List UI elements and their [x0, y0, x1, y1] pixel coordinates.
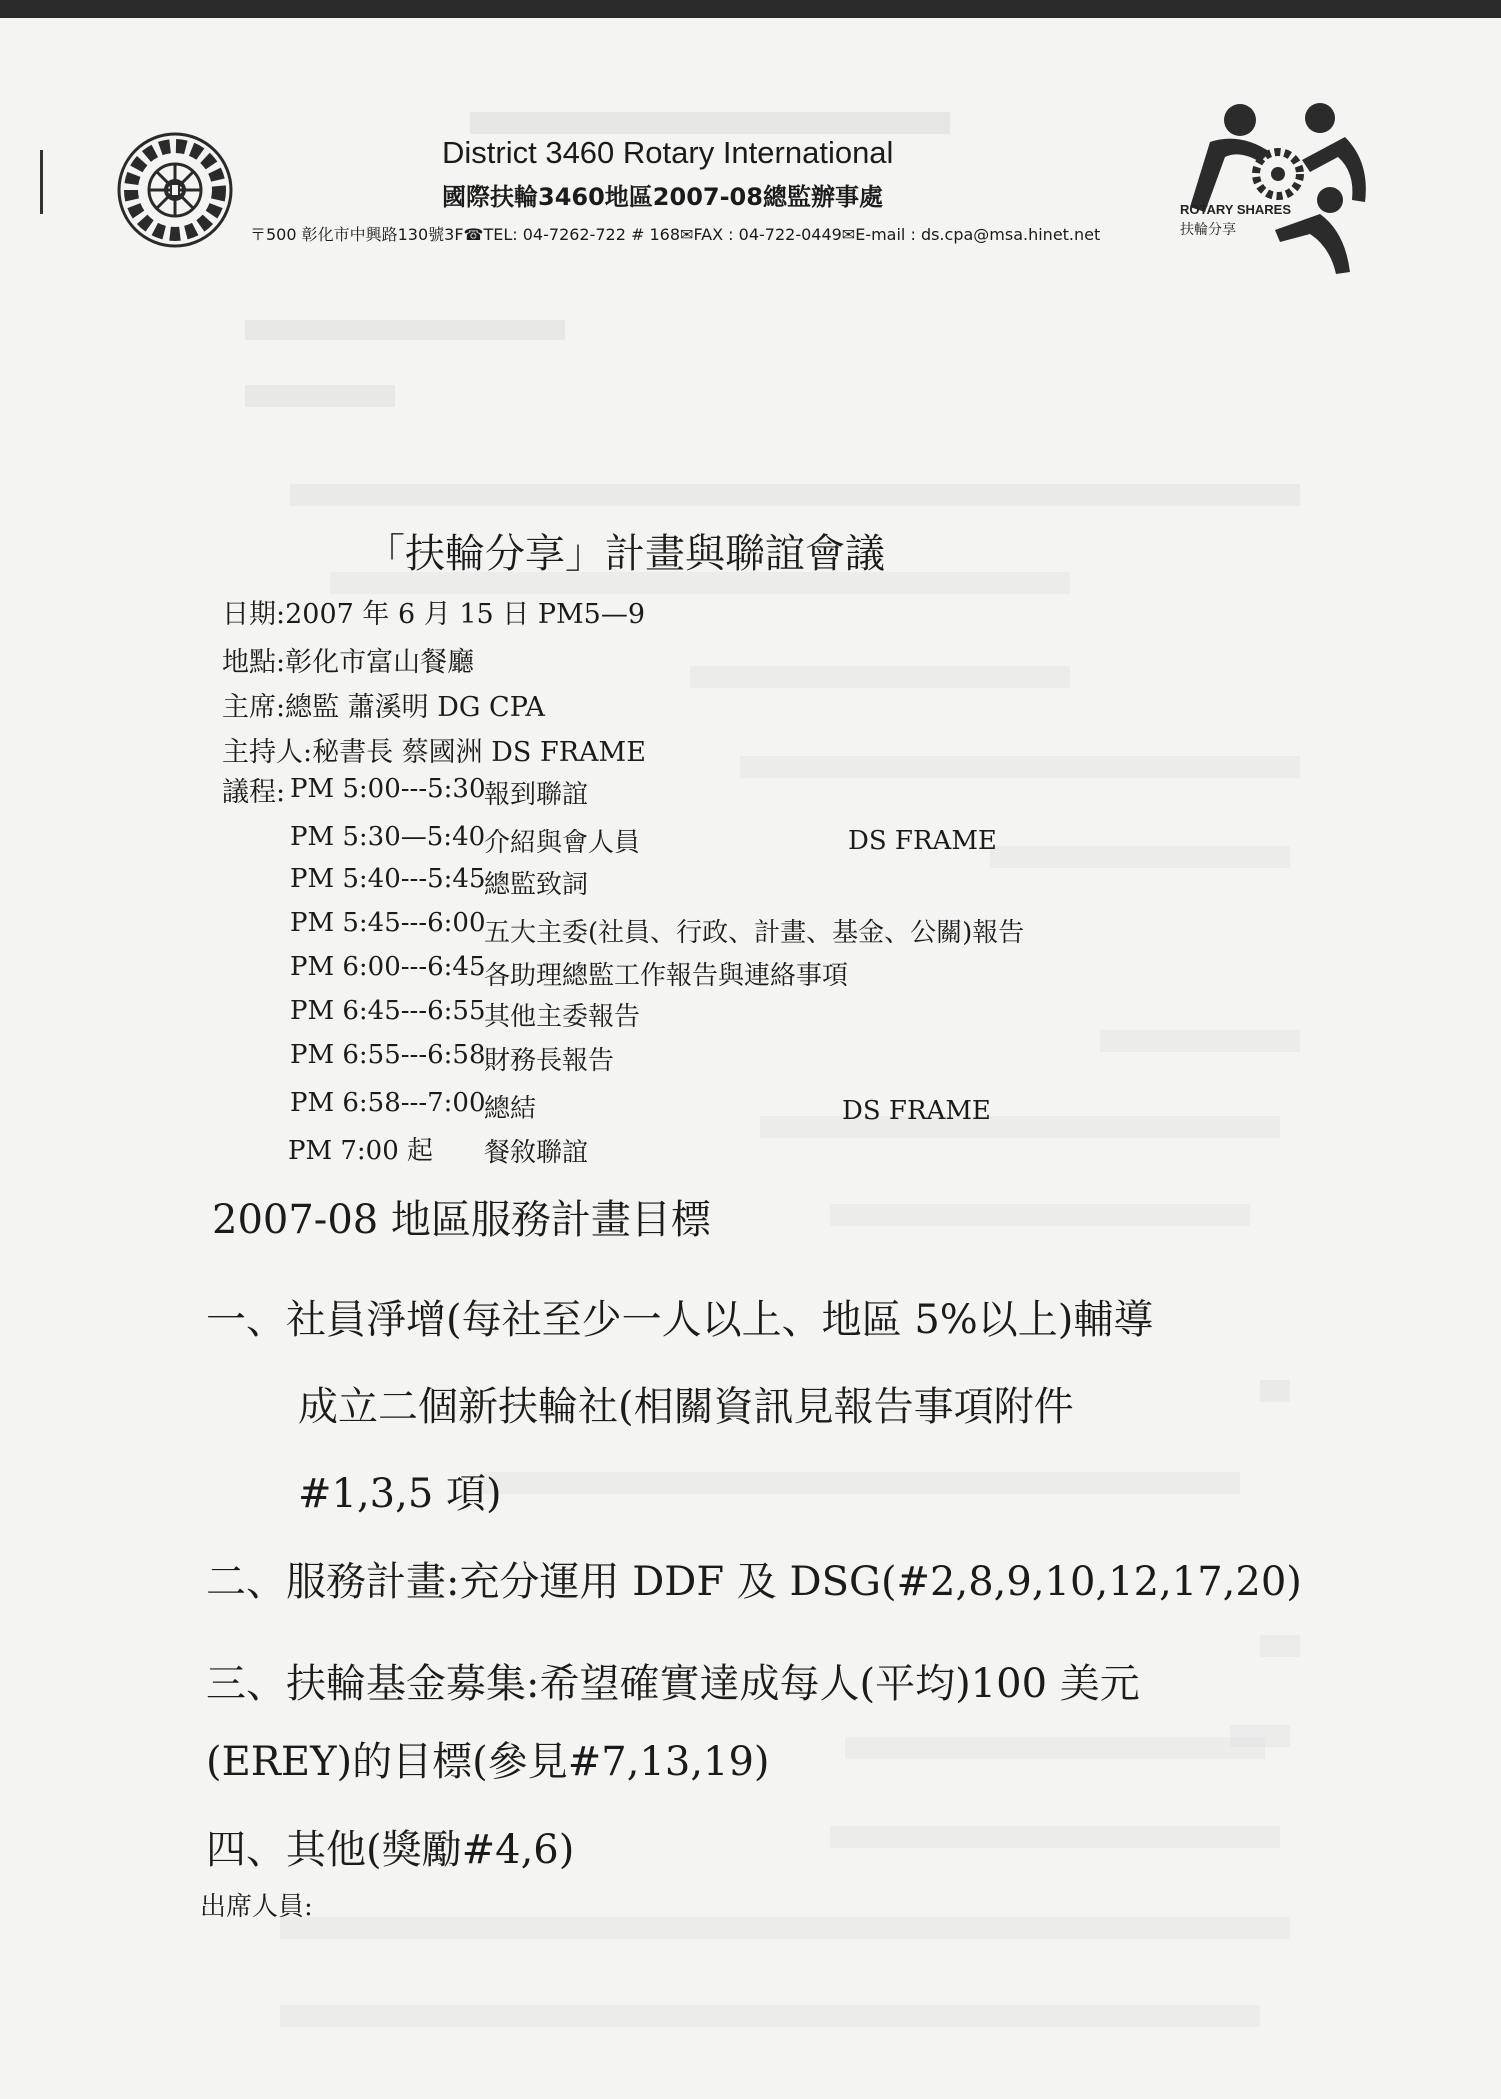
header-address-line: 〒500 彰化市中興路130號3F☎TEL: 04-7262-722 # 168✉FAX : 04-722-0449✉E-mail : ds.cpa@msa.hinet.net — [250, 225, 1101, 244]
agenda-item: 其他主委報告 — [484, 1002, 641, 1032]
agenda-time: PM 6:55---6:58 — [290, 1040, 486, 1070]
goal-line: 三、扶輪基金募集:希望確實達成每人(平均)100 美元 — [206, 1661, 1140, 1707]
agenda-item: 五大主委(社員、行政、計畫、基金、公關)報告 — [484, 918, 1025, 948]
meeting-date: 日期:2007 年 6 月 15 日 PM5—9 — [222, 599, 646, 630]
people-sharing-icon — [1170, 102, 1390, 292]
goal-line: 二、服務計畫:充分運用 DDF 及 DSG(#2,8,9,10,12,17,20) — [206, 1559, 1302, 1605]
shares-logo-subtitle: 扶輪分享 — [1180, 222, 1236, 238]
meeting-host: 主持人:秘書長 蔡國洲 DS FRAME — [222, 737, 646, 768]
goal-line: 四、其他(獎勵#4,6) — [206, 1827, 575, 1873]
agenda-time: PM 5:45---6:00 — [290, 908, 486, 938]
agenda-time: PM 7:00 起 — [288, 1136, 434, 1166]
agenda-presenter: DS FRAME — [842, 1096, 991, 1126]
agenda-item: 總結 — [484, 1094, 537, 1124]
agenda-item: 各助理總監工作報告與連絡事項 — [484, 961, 849, 991]
agenda-item: 介紹與會人員 — [484, 828, 641, 858]
agenda-time: PM 6:58---7:00 — [290, 1088, 486, 1118]
agenda-item: 總監致詞 — [484, 870, 589, 900]
agenda-time: PM 6:45---6:55 — [290, 996, 486, 1026]
agenda-label: 議程: — [222, 777, 286, 808]
agenda-item: 報到聯誼 — [484, 780, 589, 810]
header-org-english: District 3460 Rotary International — [442, 135, 894, 170]
goal-line: #1,3,5 項) — [298, 1471, 502, 1517]
meeting-title: 「扶輪分享」計畫與聯誼會議 — [365, 531, 885, 577]
goals-heading: 2007-08 地區服務計畫目標 — [212, 1197, 711, 1243]
shares-logo-title: ROTARY SHARES — [1180, 202, 1291, 217]
goal-line: (EREY)的目標(參見#7,13,19) — [206, 1739, 770, 1785]
meeting-venue: 地點:彰化市富山餐廳 — [222, 647, 475, 678]
goal-line: 成立二個新扶輪社(相關資訊見報告事項附件 — [298, 1384, 1074, 1430]
agenda-time: PM 5:30—5:40 — [290, 822, 486, 852]
agenda-time: PM 6:00---6:45 — [290, 952, 486, 982]
agenda-item: 餐敘聯誼 — [484, 1138, 589, 1168]
rotary-wheel-icon — [115, 130, 235, 250]
attendees-label: 出席人員: — [200, 1892, 313, 1922]
agenda-item: 財務長報告 — [484, 1046, 615, 1076]
agenda-presenter: DS FRAME — [848, 826, 997, 856]
goal-line: 一、社員淨增(每社至少一人以上、地區 5%以上)輔導 — [206, 1297, 1154, 1343]
rotary-shares-logo — [1170, 102, 1390, 292]
header-org-chinese: 國際扶輪3460地區2007-08總監辦事處 — [442, 183, 883, 211]
agenda-time: PM 5:40---5:45 — [290, 864, 486, 894]
meeting-chair: 主席:總監 蕭溪明 DG CPA — [222, 692, 545, 723]
agenda-time: PM 5:00---5:30 — [290, 774, 486, 804]
